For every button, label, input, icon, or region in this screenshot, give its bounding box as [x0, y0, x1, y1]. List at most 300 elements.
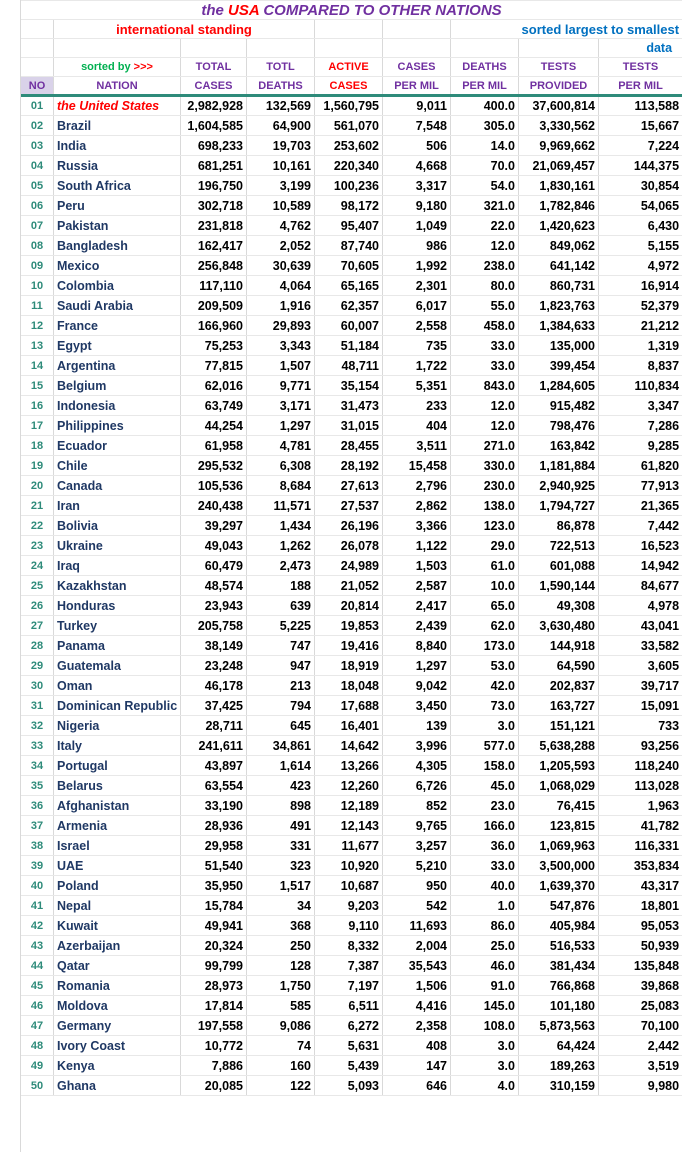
deaths-per-mil: 305.0 — [451, 116, 519, 136]
tests-provided: 189,263 — [519, 1056, 599, 1076]
active-cases: 5,439 — [315, 1056, 383, 1076]
deaths-per-mil: 14.0 — [451, 136, 519, 156]
tests-provided: 86,878 — [519, 516, 599, 536]
tests-per-mil: 6,430 — [599, 216, 682, 236]
tests-provided: 1,823,763 — [519, 296, 599, 316]
row-number: 19 — [21, 456, 54, 476]
total-deaths: 160 — [247, 1056, 315, 1076]
tests-provided: 1,782,846 — [519, 196, 599, 216]
tests-provided: 860,731 — [519, 276, 599, 296]
table-row — [21, 116, 682, 136]
row-number: 12 — [21, 316, 54, 336]
total-deaths: 19,703 — [247, 136, 315, 156]
table-row — [21, 356, 682, 376]
deaths-per-mil: 3.0 — [451, 716, 519, 736]
tests-provided: 123,815 — [519, 816, 599, 836]
total-cases: 28,973 — [181, 976, 247, 996]
tests-per-mil: 118,240 — [599, 756, 682, 776]
total-deaths: 122 — [247, 1076, 315, 1096]
tests-provided: 1,205,593 — [519, 756, 599, 776]
total-deaths: 747 — [247, 636, 315, 656]
tests-provided: 399,454 — [519, 356, 599, 376]
active-cases: 87,740 — [315, 236, 383, 256]
tests-per-mil: 52,379 — [599, 296, 682, 316]
tests-per-mil: 3,347 — [599, 396, 682, 416]
total-cases: 15,784 — [181, 896, 247, 916]
header-nation: NATION — [54, 77, 181, 96]
table-row — [21, 876, 682, 896]
nation-name: Germany — [54, 1016, 181, 1036]
total-deaths: 10,589 — [247, 196, 315, 216]
cases-per-mil: 4,668 — [383, 156, 451, 176]
row-number: 04 — [21, 156, 54, 176]
tests-provided: 1,794,727 — [519, 496, 599, 516]
table-row — [21, 1076, 682, 1096]
table-row — [21, 396, 682, 416]
tests-per-mil: 1,963 — [599, 796, 682, 816]
header-active-cases-bottom: CASES — [315, 77, 383, 96]
total-cases: 241,611 — [181, 736, 247, 756]
cases-per-mil: 3,257 — [383, 836, 451, 856]
tests-per-mil: 93,256 — [599, 736, 682, 756]
total-cases: 23,943 — [181, 596, 247, 616]
row-number: 21 — [21, 496, 54, 516]
tests-per-mil: 5,155 — [599, 236, 682, 256]
total-deaths: 11,571 — [247, 496, 315, 516]
total-deaths: 74 — [247, 1036, 315, 1056]
table-row — [21, 476, 682, 496]
row-number: 34 — [21, 756, 54, 776]
active-cases: 5,631 — [315, 1036, 383, 1056]
tests-provided: 135,000 — [519, 336, 599, 356]
cases-per-mil: 1,049 — [383, 216, 451, 236]
total-deaths: 947 — [247, 656, 315, 676]
total-deaths: 10,161 — [247, 156, 315, 176]
nation-name: Afghanistan — [54, 796, 181, 816]
total-deaths: 3,343 — [247, 336, 315, 356]
total-cases: 60,479 — [181, 556, 247, 576]
header-total-deaths-bottom: DEATHS — [247, 77, 315, 96]
nation-name: Ecuador — [54, 436, 181, 456]
row-number: 07 — [21, 216, 54, 236]
table-row — [21, 776, 682, 796]
total-cases: 33,190 — [181, 796, 247, 816]
tests-provided: 722,513 — [519, 536, 599, 556]
deaths-per-mil: 54.0 — [451, 176, 519, 196]
cases-per-mil: 1,503 — [383, 556, 451, 576]
total-deaths: 29,893 — [247, 316, 315, 336]
tests-per-mil: 54,065 — [599, 196, 682, 216]
table-row — [21, 176, 682, 196]
total-cases: 51,540 — [181, 856, 247, 876]
tests-provided: 641,142 — [519, 256, 599, 276]
tests-per-mil: 21,365 — [599, 496, 682, 516]
total-deaths: 1,297 — [247, 416, 315, 436]
table-row — [21, 316, 682, 336]
header-tests-per-mil-top: TESTS — [599, 58, 682, 77]
deaths-per-mil: 12.0 — [451, 236, 519, 256]
deaths-per-mil: 33.0 — [451, 856, 519, 876]
tests-per-mil: 116,331 — [599, 836, 682, 856]
deaths-per-mil: 238.0 — [451, 256, 519, 276]
total-deaths: 368 — [247, 916, 315, 936]
row-number: 11 — [21, 296, 54, 316]
total-cases: 196,750 — [181, 176, 247, 196]
tests-per-mil: 733 — [599, 716, 682, 736]
row-number: 44 — [21, 956, 54, 976]
active-cases: 100,236 — [315, 176, 383, 196]
total-deaths: 2,473 — [247, 556, 315, 576]
active-cases: 19,853 — [315, 616, 383, 636]
deaths-per-mil: 42.0 — [451, 676, 519, 696]
table-row — [21, 936, 682, 956]
total-cases: 681,251 — [181, 156, 247, 176]
active-cases: 6,511 — [315, 996, 383, 1016]
title-suffix: COMPARED TO OTHER NATIONS — [259, 1, 502, 19]
nation-name: Chile — [54, 456, 181, 476]
row-number: 49 — [21, 1056, 54, 1076]
tests-per-mil: 1,319 — [599, 336, 682, 356]
nation-name: Qatar — [54, 956, 181, 976]
deaths-per-mil: 108.0 — [451, 1016, 519, 1036]
table-row — [21, 296, 682, 316]
active-cases: 21,052 — [315, 576, 383, 596]
cases-per-mil: 2,558 — [383, 316, 451, 336]
total-deaths: 639 — [247, 596, 315, 616]
header-no: NO — [21, 77, 54, 96]
cases-per-mil: 139 — [383, 716, 451, 736]
cases-per-mil: 408 — [383, 1036, 451, 1056]
row-number: 28 — [21, 636, 54, 656]
tests-per-mil: 39,717 — [599, 676, 682, 696]
header-tests-per-mil-bottom: PER MIL — [599, 77, 682, 96]
deaths-per-mil: 46.0 — [451, 956, 519, 976]
active-cases: 20,814 — [315, 596, 383, 616]
row-number: 20 — [21, 476, 54, 496]
total-cases: 61,958 — [181, 436, 247, 456]
tests-provided: 1,830,161 — [519, 176, 599, 196]
table-row — [21, 976, 682, 996]
nation-name: Honduras — [54, 596, 181, 616]
deaths-per-mil: 458.0 — [451, 316, 519, 336]
table-row — [21, 596, 682, 616]
header-active-cases-top: ACTIVE — [315, 58, 383, 77]
total-cases: 28,711 — [181, 716, 247, 736]
tests-per-mil: 113,588 — [599, 96, 682, 116]
total-deaths: 34 — [247, 896, 315, 916]
page-title — [21, 1, 682, 20]
tests-per-mil: 15,091 — [599, 696, 682, 716]
tests-per-mil: 113,028 — [599, 776, 682, 796]
total-deaths: 6,308 — [247, 456, 315, 476]
cases-per-mil: 4,305 — [383, 756, 451, 776]
tests-provided: 516,533 — [519, 936, 599, 956]
row-number: 39 — [21, 856, 54, 876]
active-cases: 8,332 — [315, 936, 383, 956]
deaths-per-mil: 1.0 — [451, 896, 519, 916]
subtitle-left: international standing — [54, 20, 315, 39]
tests-per-mil: 77,913 — [599, 476, 682, 496]
tests-provided: 64,590 — [519, 656, 599, 676]
total-deaths: 898 — [247, 796, 315, 816]
active-cases: 11,677 — [315, 836, 383, 856]
total-cases: 240,438 — [181, 496, 247, 516]
cases-per-mil: 1,722 — [383, 356, 451, 376]
nation-name: Mexico — [54, 256, 181, 276]
row-number: 06 — [21, 196, 54, 216]
tests-per-mil: 43,317 — [599, 876, 682, 896]
total-cases: 1,604,585 — [181, 116, 247, 136]
total-cases: 28,936 — [181, 816, 247, 836]
tests-per-mil: 3,605 — [599, 656, 682, 676]
deaths-per-mil: 4.0 — [451, 1076, 519, 1096]
deaths-per-mil: 61.0 — [451, 556, 519, 576]
active-cases: 12,260 — [315, 776, 383, 796]
row-number: 05 — [21, 176, 54, 196]
row-number: 08 — [21, 236, 54, 256]
row-number: 27 — [21, 616, 54, 636]
row-number: 18 — [21, 436, 54, 456]
nation-name: Moldova — [54, 996, 181, 1016]
tests-per-mil: 9,980 — [599, 1076, 682, 1096]
cases-per-mil: 404 — [383, 416, 451, 436]
tests-provided: 3,330,562 — [519, 116, 599, 136]
deaths-per-mil: 53.0 — [451, 656, 519, 676]
row-number: 23 — [21, 536, 54, 556]
cases-per-mil: 6,726 — [383, 776, 451, 796]
tests-per-mil: 30,854 — [599, 176, 682, 196]
row-number: 37 — [21, 816, 54, 836]
nation-name: Belgium — [54, 376, 181, 396]
header-cases-per-mil-bottom: PER MIL — [383, 77, 451, 96]
deaths-per-mil: 33.0 — [451, 356, 519, 376]
nation-name: Romania — [54, 976, 181, 996]
deaths-per-mil: 12.0 — [451, 416, 519, 436]
active-cases: 18,048 — [315, 676, 383, 696]
active-cases: 65,165 — [315, 276, 383, 296]
cases-per-mil: 2,358 — [383, 1016, 451, 1036]
tests-provided: 64,424 — [519, 1036, 599, 1056]
cases-per-mil: 35,543 — [383, 956, 451, 976]
row-number: 14 — [21, 356, 54, 376]
row-number: 30 — [21, 676, 54, 696]
total-cases: 39,297 — [181, 516, 247, 536]
row-number: 47 — [21, 1016, 54, 1036]
active-cases: 5,093 — [315, 1076, 383, 1096]
active-cases: 561,070 — [315, 116, 383, 136]
active-cases: 24,989 — [315, 556, 383, 576]
row-number: 32 — [21, 716, 54, 736]
total-deaths: 4,762 — [247, 216, 315, 236]
nation-name: UAE — [54, 856, 181, 876]
tests-provided: 766,868 — [519, 976, 599, 996]
table-row — [21, 796, 682, 816]
nation-name: India — [54, 136, 181, 156]
active-cases: 27,613 — [315, 476, 383, 496]
table-row — [21, 516, 682, 536]
row-number: 46 — [21, 996, 54, 1016]
table-row — [21, 756, 682, 776]
active-cases: 17,688 — [315, 696, 383, 716]
tests-provided: 5,873,563 — [519, 1016, 599, 1036]
deaths-per-mil: 65.0 — [451, 596, 519, 616]
cases-per-mil: 9,042 — [383, 676, 451, 696]
total-deaths: 1,262 — [247, 536, 315, 556]
active-cases: 26,078 — [315, 536, 383, 556]
cases-per-mil: 11,693 — [383, 916, 451, 936]
total-cases: 166,960 — [181, 316, 247, 336]
nation-name: Azerbaijan — [54, 936, 181, 956]
tests-per-mil: 39,868 — [599, 976, 682, 996]
nation-name: Armenia — [54, 816, 181, 836]
nation-name: Bangladesh — [54, 236, 181, 256]
active-cases: 28,192 — [315, 456, 383, 476]
nations-table — [20, 0, 682, 1096]
tests-provided: 798,476 — [519, 416, 599, 436]
total-deaths: 9,086 — [247, 1016, 315, 1036]
active-cases: 18,919 — [315, 656, 383, 676]
tests-per-mil: 16,914 — [599, 276, 682, 296]
deaths-per-mil: 577.0 — [451, 736, 519, 756]
tests-provided: 151,121 — [519, 716, 599, 736]
total-cases: 20,085 — [181, 1076, 247, 1096]
deaths-per-mil: 843.0 — [451, 376, 519, 396]
table-row — [21, 196, 682, 216]
active-cases: 98,172 — [315, 196, 383, 216]
deaths-per-mil: 123.0 — [451, 516, 519, 536]
tests-per-mil: 3,519 — [599, 1056, 682, 1076]
row-number: 31 — [21, 696, 54, 716]
nation-name: Brazil — [54, 116, 181, 136]
active-cases: 51,184 — [315, 336, 383, 356]
row-number: 17 — [21, 416, 54, 436]
total-cases: 43,897 — [181, 756, 247, 776]
total-deaths: 1,750 — [247, 976, 315, 996]
total-cases: 49,043 — [181, 536, 247, 556]
cases-per-mil: 4,416 — [383, 996, 451, 1016]
nation-name: Ivory Coast — [54, 1036, 181, 1056]
cases-per-mil: 1,122 — [383, 536, 451, 556]
table-row — [21, 676, 682, 696]
total-cases: 209,509 — [181, 296, 247, 316]
cases-per-mil: 506 — [383, 136, 451, 156]
total-deaths: 1,517 — [247, 876, 315, 896]
total-cases: 44,254 — [181, 416, 247, 436]
table-row — [21, 416, 682, 436]
deaths-per-mil: 330.0 — [451, 456, 519, 476]
title-usa: USA — [228, 1, 260, 19]
tests-provided: 1,068,029 — [519, 776, 599, 796]
active-cases: 10,687 — [315, 876, 383, 896]
nation-name: France — [54, 316, 181, 336]
deaths-per-mil: 62.0 — [451, 616, 519, 636]
active-cases: 9,110 — [315, 916, 383, 936]
row-number: 15 — [21, 376, 54, 396]
total-deaths: 491 — [247, 816, 315, 836]
nation-name: Indonesia — [54, 396, 181, 416]
deaths-per-mil: 25.0 — [451, 936, 519, 956]
header-total-deaths-top: TOTL — [247, 58, 315, 77]
total-cases: 62,016 — [181, 376, 247, 396]
total-deaths: 250 — [247, 936, 315, 956]
tests-provided: 1,384,633 — [519, 316, 599, 336]
nation-name: the United States — [54, 96, 181, 116]
tests-provided: 3,630,480 — [519, 616, 599, 636]
row-number: 02 — [21, 116, 54, 136]
cases-per-mil: 6,017 — [383, 296, 451, 316]
tests-per-mil: 21,212 — [599, 316, 682, 336]
tests-provided: 5,638,288 — [519, 736, 599, 756]
total-deaths: 4,064 — [247, 276, 315, 296]
tests-per-mil: 43,041 — [599, 616, 682, 636]
table-row — [21, 956, 682, 976]
deaths-per-mil: 36.0 — [451, 836, 519, 856]
tests-per-mil: 41,782 — [599, 816, 682, 836]
total-cases: 105,536 — [181, 476, 247, 496]
tests-provided: 163,842 — [519, 436, 599, 456]
nation-name: Saudi Arabia — [54, 296, 181, 316]
active-cases: 95,407 — [315, 216, 383, 236]
table-row — [21, 996, 682, 1016]
tests-provided: 37,600,814 — [519, 96, 599, 116]
deaths-per-mil: 29.0 — [451, 536, 519, 556]
total-deaths: 585 — [247, 996, 315, 1016]
table-row — [21, 916, 682, 936]
total-cases: 38,149 — [181, 636, 247, 656]
total-deaths: 9,771 — [247, 376, 315, 396]
nation-name: Kazakhstan — [54, 576, 181, 596]
nation-name: Argentina — [54, 356, 181, 376]
tests-per-mil: 95,053 — [599, 916, 682, 936]
row-number: 36 — [21, 796, 54, 816]
tests-provided: 163,727 — [519, 696, 599, 716]
nation-name: Ghana — [54, 1076, 181, 1096]
header-total-cases-bottom: CASES — [181, 77, 247, 96]
tests-provided: 9,969,662 — [519, 136, 599, 156]
nation-name: Nigeria — [54, 716, 181, 736]
active-cases: 28,455 — [315, 436, 383, 456]
active-cases: 9,203 — [315, 896, 383, 916]
active-cases: 26,196 — [315, 516, 383, 536]
total-cases: 75,253 — [181, 336, 247, 356]
total-deaths: 3,171 — [247, 396, 315, 416]
deaths-per-mil: 145.0 — [451, 996, 519, 1016]
table-row — [21, 1036, 682, 1056]
table-row — [21, 556, 682, 576]
deaths-per-mil: 321.0 — [451, 196, 519, 216]
title-row — [21, 1, 682, 20]
cases-per-mil: 986 — [383, 236, 451, 256]
row-number: 09 — [21, 256, 54, 276]
active-cases: 220,340 — [315, 156, 383, 176]
table-row — [21, 636, 682, 656]
tests-per-mil: 7,224 — [599, 136, 682, 156]
active-cases: 62,357 — [315, 296, 383, 316]
tests-provided: 21,069,457 — [519, 156, 599, 176]
deaths-per-mil: 400.0 — [451, 96, 519, 116]
total-deaths: 2,052 — [247, 236, 315, 256]
cases-per-mil: 3,511 — [383, 436, 451, 456]
tests-provided: 49,308 — [519, 596, 599, 616]
tests-provided: 1,639,370 — [519, 876, 599, 896]
deaths-per-mil: 22.0 — [451, 216, 519, 236]
tests-per-mil: 7,286 — [599, 416, 682, 436]
deaths-per-mil: 12.0 — [451, 396, 519, 416]
deaths-per-mil: 70.0 — [451, 156, 519, 176]
deaths-per-mil: 40.0 — [451, 876, 519, 896]
cases-per-mil: 852 — [383, 796, 451, 816]
total-deaths: 188 — [247, 576, 315, 596]
